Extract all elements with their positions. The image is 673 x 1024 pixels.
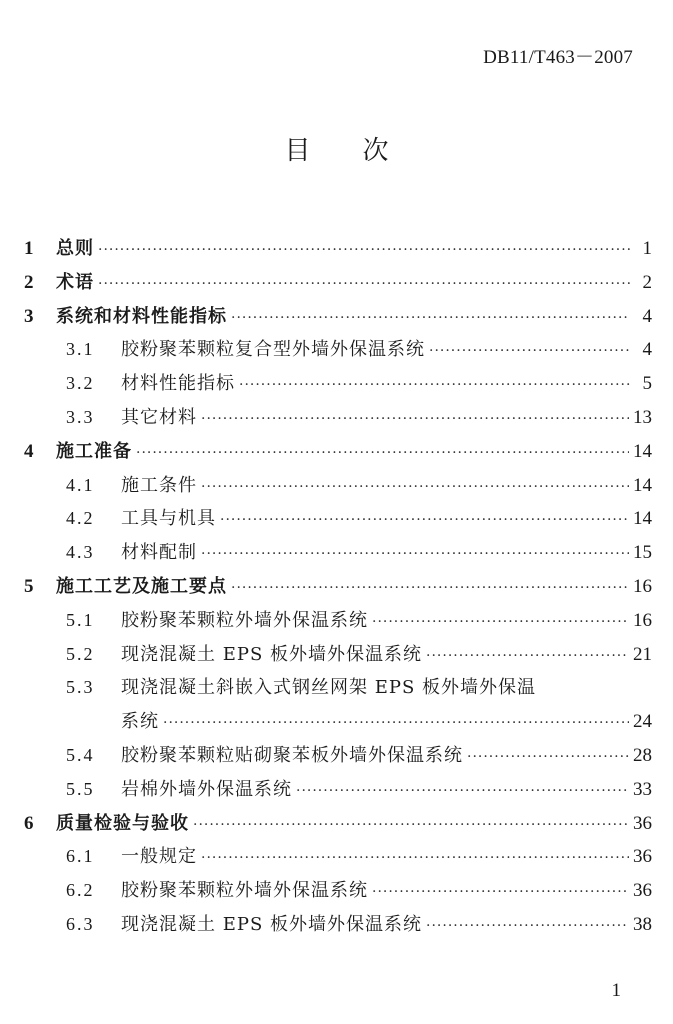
toc-entry-number: 5.3	[66, 677, 95, 698]
dot-leader	[231, 572, 629, 606]
toc-entry-number: 4.1	[66, 474, 95, 495]
toc-entry[interactable]	[24, 773, 652, 807]
toc-entry-title: 现浇混凝土 EPS 板外墙外保温系统	[121, 643, 423, 665]
toc-entry-title: 其它材料	[121, 406, 197, 428]
toc-entry[interactable]	[24, 638, 652, 672]
toc-entry-page: 14	[633, 474, 652, 496]
toc-entry[interactable]	[24, 401, 652, 435]
toc-entry-page: 36	[633, 846, 652, 868]
toc-entry-page: 16	[633, 575, 652, 597]
dot-leader	[372, 606, 629, 640]
dot-leader	[136, 437, 629, 471]
toc-entry-page: 21	[633, 643, 652, 665]
toc-entry-page: 2	[642, 271, 652, 293]
page-number: 1	[611, 980, 621, 1001]
toc-entry-number: 6.1	[66, 846, 95, 867]
toc-entry-title: 材料性能指标	[121, 373, 235, 395]
toc-entry-number: 3.3	[66, 406, 95, 427]
toc-entry[interactable]	[24, 604, 652, 638]
dot-leader	[372, 876, 629, 910]
toc-entry-number: 3.1	[66, 339, 95, 360]
dot-leader	[201, 842, 629, 876]
toc-entry[interactable]	[24, 536, 652, 570]
toc-entry-page: 5	[642, 373, 652, 395]
toc-entry-title: 胶粉聚苯颗粒贴砌聚苯板外墙外保温系统	[121, 744, 463, 766]
toc-entry-title: 术语	[56, 271, 94, 293]
toc-entry-title: 工具与机具	[121, 508, 216, 530]
toc-entry-page: 28	[633, 744, 652, 766]
toc-entry[interactable]	[24, 435, 652, 469]
table-of-contents	[24, 232, 652, 942]
dot-leader	[201, 403, 629, 437]
toc-entry-number: 4	[24, 440, 34, 462]
toc-entry[interactable]	[24, 807, 652, 841]
toc-entry-number: 1	[24, 238, 34, 259]
toc-entry-title: 系统	[121, 711, 159, 733]
dot-leader	[201, 538, 629, 572]
toc-entry[interactable]	[24, 367, 652, 401]
dot-leader	[239, 369, 630, 403]
toc-entry-page: 4	[642, 339, 652, 361]
toc-entry-number: 5.1	[66, 609, 95, 630]
toc-entry-title: 岩棉外墙外保温系统	[121, 778, 292, 800]
toc-entry[interactable]	[24, 300, 652, 334]
toc-entry-title: 施工条件	[121, 474, 197, 496]
toc-entry[interactable]	[24, 908, 652, 942]
toc-entry-title: 现浇混凝土 EPS 板外墙外保温系统	[121, 913, 423, 935]
toc-entry-title: 一般规定	[121, 846, 197, 868]
toc-entry-page: 38	[633, 913, 652, 935]
toc-entry[interactable]	[24, 266, 652, 300]
toc-entry-title: 质量检验与验收	[56, 812, 189, 834]
toc-entry-page: 16	[633, 609, 652, 631]
toc-entry-title: 施工准备	[56, 440, 132, 462]
toc-entry[interactable]	[24, 570, 652, 604]
dot-leader	[98, 234, 630, 268]
toc-entry-number: 5.4	[66, 744, 95, 765]
toc-entry-page: 33	[633, 778, 652, 800]
dot-leader	[426, 910, 629, 944]
toc-entry-page: 36	[633, 812, 652, 834]
toc-entry-page: 15	[633, 542, 652, 564]
toc-entry-number: 3	[24, 305, 34, 327]
toc-entry-title: 胶粉聚苯颗粒外墙外保温系统	[121, 609, 368, 631]
toc-entry-number: 6.2	[66, 880, 95, 901]
toc-entry[interactable]	[24, 333, 652, 367]
toc-entry-title: 材料配制	[121, 542, 197, 564]
toc-entry[interactable]	[24, 874, 652, 908]
toc-entry-page: 14	[633, 508, 652, 530]
toc-entry-title: 总则	[56, 238, 94, 259]
toc-entry-page: 13	[633, 406, 652, 428]
toc-entry-page: 24	[633, 711, 652, 733]
toc-entry-number: 5.5	[66, 778, 95, 799]
toc-entry-page: 1	[642, 238, 652, 259]
dot-leader	[193, 809, 629, 843]
toc-entry-title: 系统和材料性能指标	[56, 305, 227, 327]
toc-entry[interactable]	[24, 671, 652, 705]
toc-entry[interactable]	[24, 469, 652, 503]
toc-entry-title: 胶粉聚苯颗粒外墙外保温系统	[121, 880, 368, 902]
dot-leader	[231, 302, 630, 336]
dot-leader	[429, 335, 630, 369]
toc-entry-number: 6.3	[66, 913, 95, 934]
toc-entry[interactable]	[24, 502, 652, 536]
dot-leader	[467, 741, 629, 775]
dot-leader	[201, 471, 629, 505]
toc-entry[interactable]	[24, 840, 652, 874]
toc-entry-number: 4.2	[66, 508, 95, 529]
toc-entry-number: 5.2	[66, 643, 95, 664]
document-code: DB11/T463－2007	[483, 47, 633, 68]
toc-entry-number: 3.2	[66, 373, 95, 394]
toc-entry-page: 4	[642, 305, 652, 327]
toc-entry-number: 2	[24, 271, 34, 293]
toc-entry-number: 5	[24, 575, 34, 597]
toc-entry-title: 胶粉聚苯颗粒复合型外墙外保温系统	[121, 339, 425, 361]
dot-leader	[98, 268, 630, 302]
toc-entry-page: 36	[633, 880, 652, 902]
toc-entry[interactable]	[24, 232, 652, 266]
toc-entry-number: 6	[24, 812, 34, 834]
toc-entry-title: 施工工艺及施工要点	[56, 575, 227, 597]
page-title: 目次	[284, 136, 441, 166]
toc-entry-title: 现浇混凝土斜嵌入式钢丝网架 EPS 板外墙外保温	[121, 677, 537, 699]
toc-entry[interactable]	[24, 739, 652, 773]
dot-leader	[426, 640, 629, 674]
toc-entry-number: 4.3	[66, 542, 95, 563]
dot-leader	[296, 775, 629, 809]
dot-leader	[220, 504, 629, 538]
dot-leader	[163, 707, 629, 741]
toc-entry-page: 14	[633, 440, 652, 462]
toc-entry[interactable]	[24, 705, 652, 739]
